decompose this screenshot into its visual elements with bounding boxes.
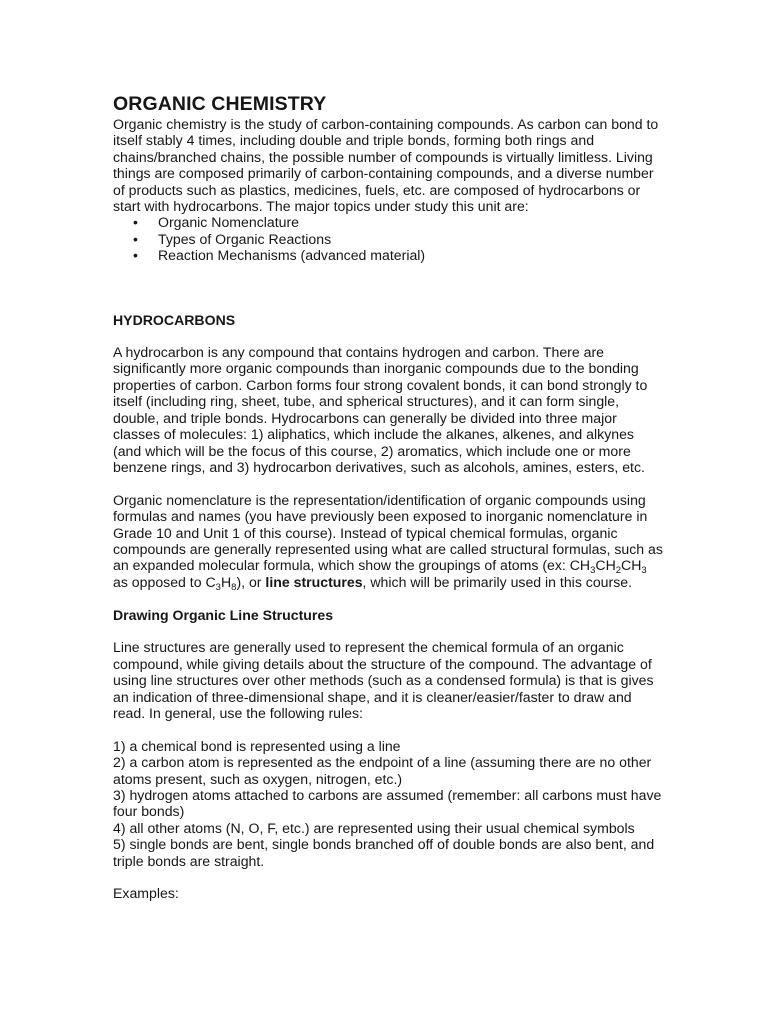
drawing-heading: Drawing Organic Line Structures: [113, 606, 334, 623]
formula-part: C: [205, 573, 216, 590]
rules-list: [113, 738, 663, 869]
list-item: • Reaction Mechanisms (advanced material): [113, 247, 663, 263]
intro-paragraph: Organic chemistry is the study of carbon-containing compounds. As carbon can bond to itself stably 4 times, including double and triple bonds, forming both rings and chains/branched chains, the possible number of compounds is virtually limitless. Living things are composed primarily of carbon-containing compounds, and a diverse number of products such as plastics, medicines, fuels, etc. are composed of hydrocarbons or start with hydrocarbons. The major topics under study this unit are:: [113, 116, 659, 215]
topics-list: [113, 214, 663, 263]
nomenclature-text-end: , which will be primarily used in this course.: [362, 573, 632, 590]
expanded-formula: [569, 557, 647, 577]
spacer: [113, 869, 663, 885]
nomenclature-text-mid: ), or: [236, 573, 266, 590]
rule-item: 2) a carbon atom is represented as the endpoint of a line (assuming there are no other atoms present, such as oxygen, nitrogen, etc.): [113, 754, 652, 787]
spacer: [113, 264, 663, 312]
hydrocarbons-paragraph: A hydrocarbon is any compound that contains hydrogen and carbon. There are significantly more organic compounds than inorganic compounds due to the bonding properties of carbon. Carbon forms four strong covalent bonds, it can bond strongly to itself (including ring, sheet, tube, and spherical structures), and it can form single, double, and triple bonds. Hydrocarbons can generally be divided into three major classes of molecules: 1) aliphatics, which include the alkanes, alkenes, and alkynes (and which will be the focus of this course, 2) aromatics, which include one or more benzene rings, and 3) hydrocarbon derivatives, such as alcohols, amines, esters, etc.: [113, 344, 648, 475]
list-item: • Types of Organic Reactions: [113, 231, 663, 247]
rule-item: 3) hydrogen atoms attached to carbons are assumed (remember: all carbons must have four bonds): [113, 786, 662, 820]
nomenclature-text-between: as opposed to: [113, 573, 206, 590]
nomenclature-paragraph: [113, 491, 663, 593]
formula-part: CH: [621, 557, 642, 574]
list-item: • Organic Nomenclature: [113, 214, 663, 230]
document-content: [113, 93, 663, 902]
document-title: ORGANIC CHEMISTRY: [113, 93, 327, 115]
formula-part: CH: [569, 557, 591, 574]
formula-subscript: 3: [590, 565, 596, 577]
nomenclature-text-start: Organic nomenclature is the representation/identification of organic compounds using formulas and names (you have previously been exposed to inorganic nomenclature in Grade 10 and Unit 1 of this course). Instead of typical chemical formulas, organic compounds are generally represented using what are called structural formulas, such as an expanded molecular formula, which show the groupings of atoms (ex:: [113, 491, 663, 574]
spacer: [113, 623, 663, 639]
drawing-paragraph: Line structures are generally used to represent the chemical formula of an organic compound, while giving details about the structure of the compound. The advantage of using line structures over other methods (such as a condensed formula) is that is gives an indication of three-dimensional shape, and it is cleaner/easier/faster to draw and read. In general, use the following rules:: [113, 639, 654, 721]
rule-item: 4) all other atoms (N, O, F, etc.) are represented using their usual chemical symbols: [113, 819, 635, 836]
formula-subscript: 3: [641, 565, 647, 577]
spacer: [113, 721, 663, 737]
spacer: [113, 590, 663, 606]
formula-subscript: 8: [231, 581, 237, 593]
condensed-formula: [205, 573, 237, 593]
formula-subscript: 2: [615, 565, 622, 577]
spacer: [113, 328, 663, 344]
line-structures-term: line structures: [265, 573, 363, 590]
formula-subscript: 3: [215, 581, 221, 593]
formula-part: H: [220, 573, 232, 590]
rule-item: 1) a chemical bond is represented using a line: [113, 737, 401, 754]
hydrocarbons-heading: HYDROCARBONS: [113, 311, 236, 328]
formula-part: CH: [595, 557, 616, 574]
examples-label: Examples:: [113, 885, 179, 902]
spacer: [113, 475, 663, 491]
rule-item: 5) single bonds are bent, single bonds branched off of double bonds are also bent, and triple bonds are straight.: [113, 836, 655, 869]
